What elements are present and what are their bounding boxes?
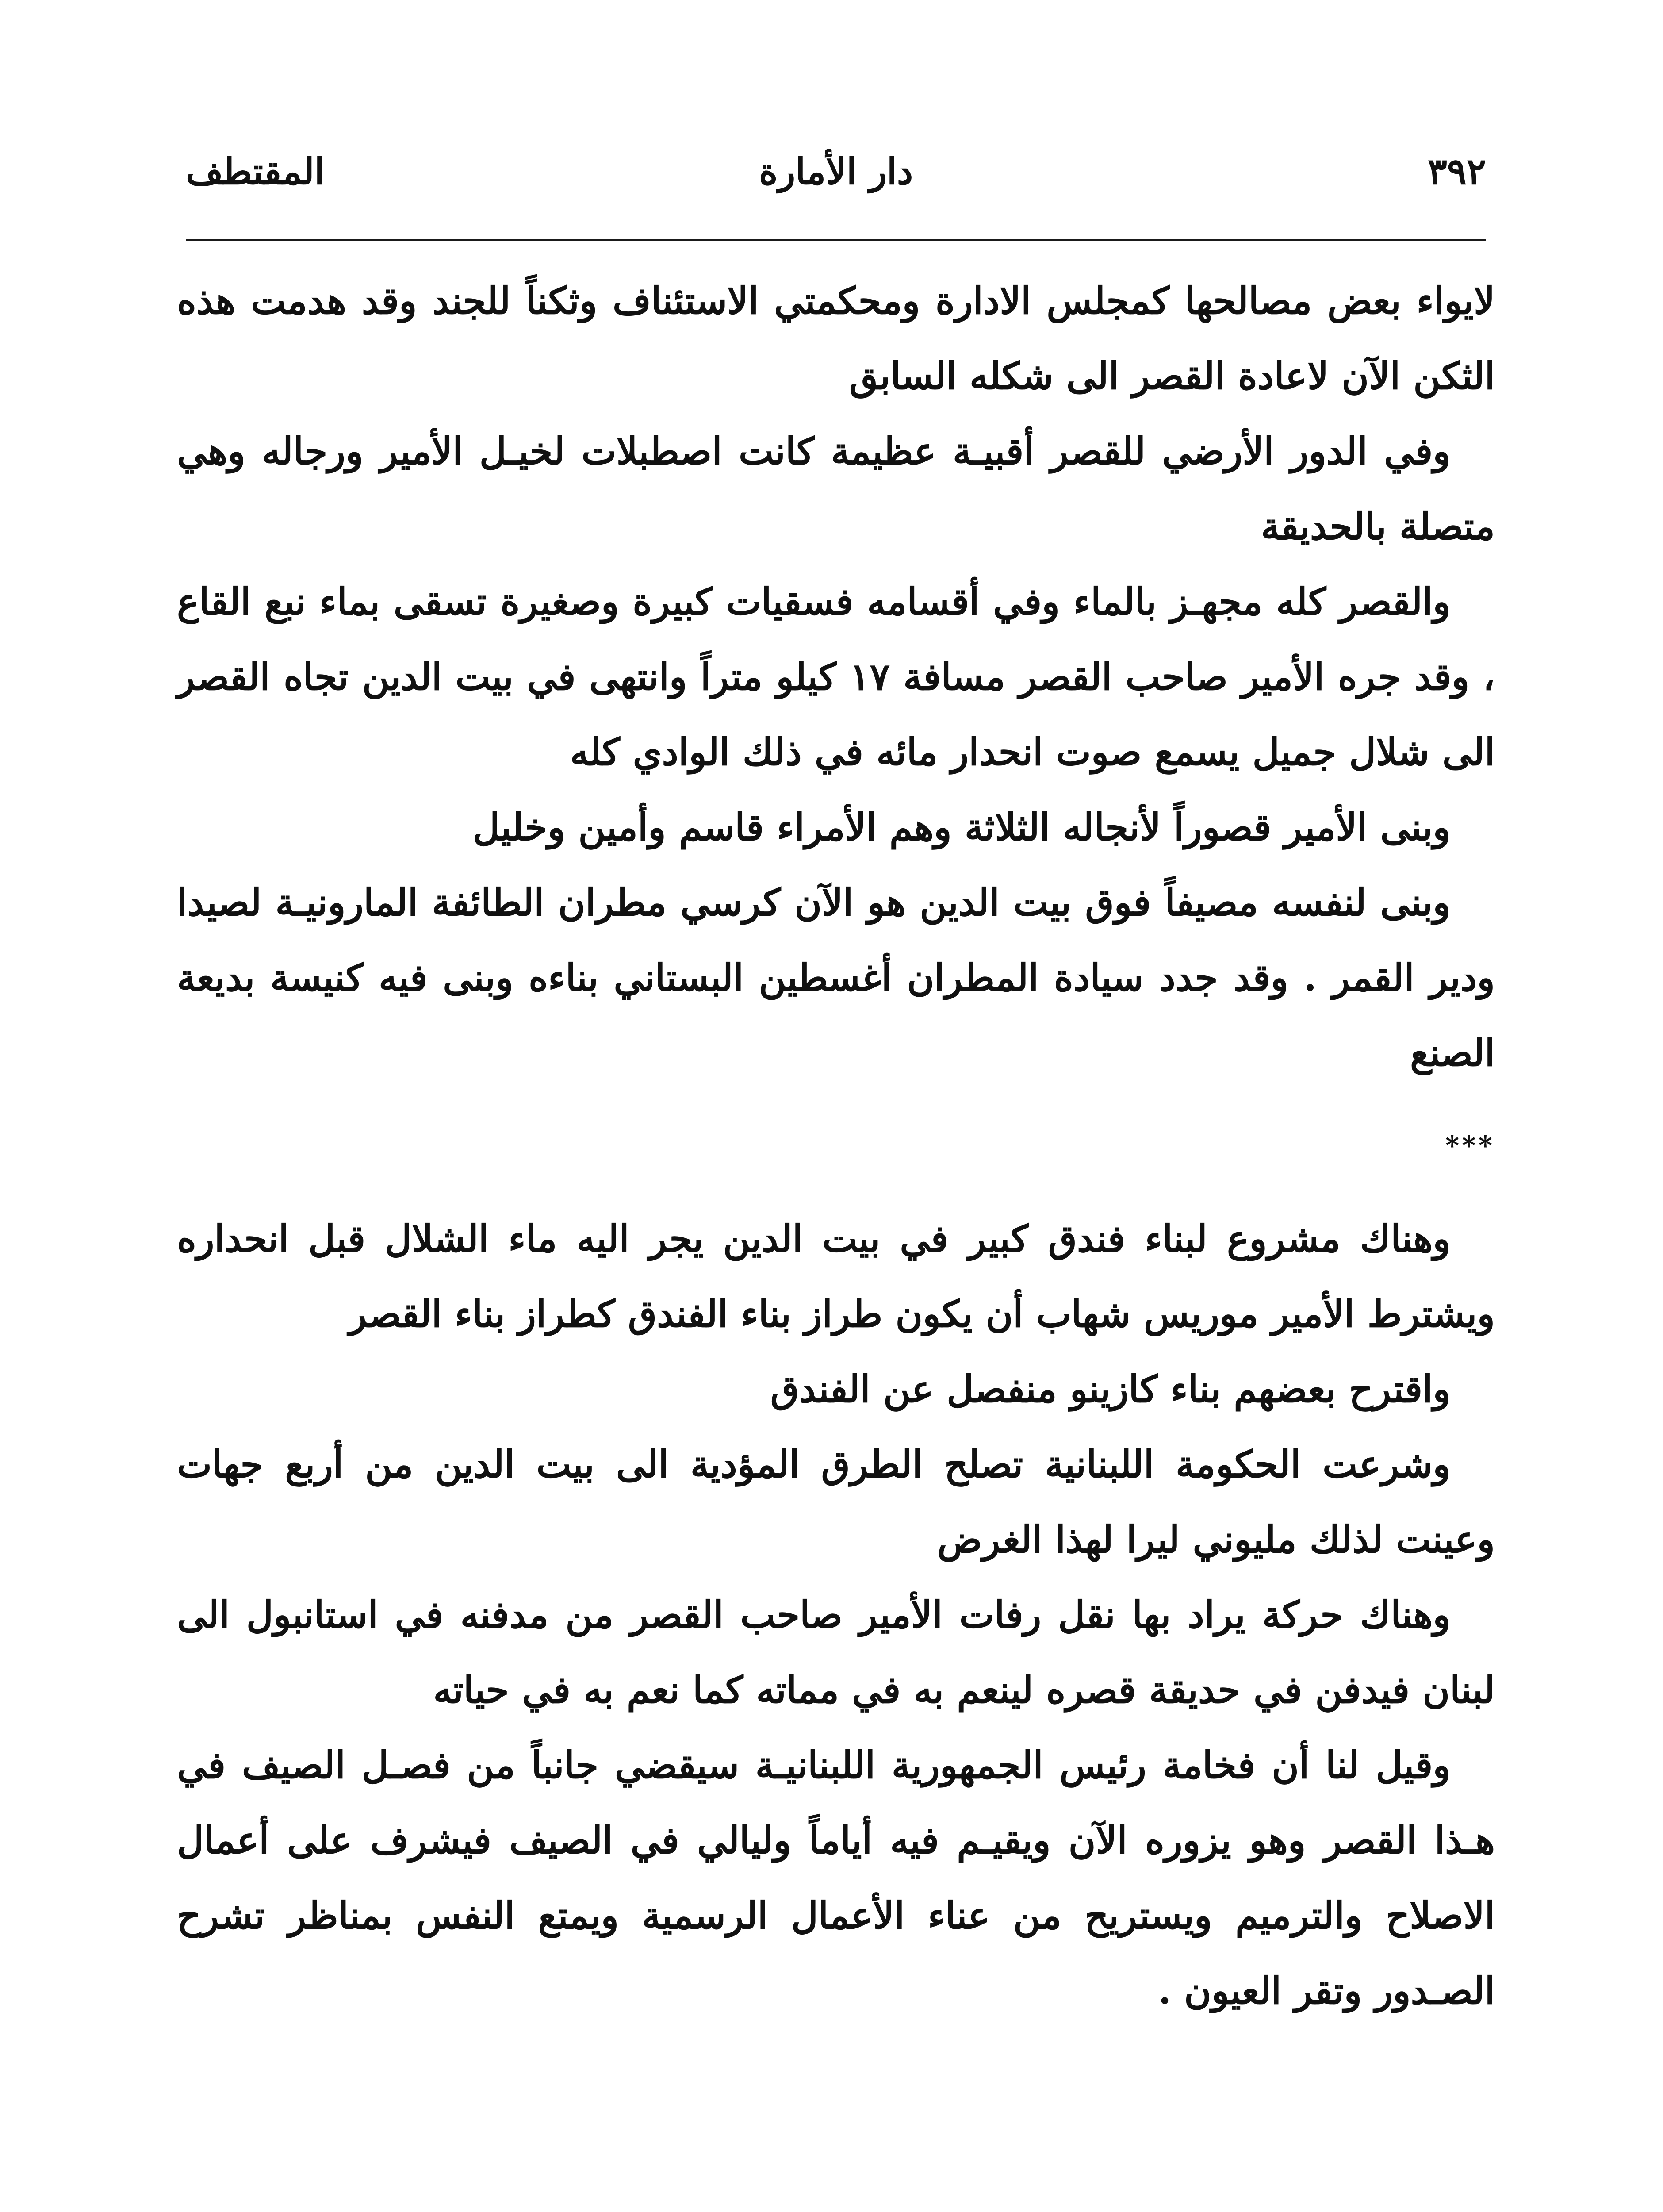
paragraph: وقيل لنا أن فخامة رئيس الجمهورية اللبنانيـة سيقضي جانباً من فصـل الصيف في هـذا القصر وهو يزوره الآن ويقيـم فيه أياماً وليالي في الصيف فيشرف على أعمال الاصلاح والترميم ويستريح من عناء الأعمال الرسمية ويمتع النفس بمناظر تشرح الصـدور وتقر العيون .: [177, 1743, 1495, 2012]
paragraph: وهناك حركة يراد بها نقل رفات الأمير صاحب القصر من مدفنه في استانبول الى لبنان فيدفن في حديقة قصره لينعم به في مماته كما نعم به في حياته: [177, 1593, 1495, 1712]
paragraph: واقترح بعضهم بناء كازينو منفصل عن الفندق: [770, 1367, 1451, 1411]
paragraph: وبنى لنفسه مصيفاً فوق بيت الدين هو الآن كرسي مطران الطائفة المارونيـة لصيدا ودير القمر . وقد جدد سيادة المطران أغسطين البستاني بناءه وبنى فيه كنيسة بديعة الصنع: [177, 880, 1495, 1075]
section-separator: ***: [1445, 1130, 1495, 1161]
paragraph: وشرعت الحكومة اللبنانية تصلح الطرق المؤدية الى بيت الدين من أربع جهات وعينت لذلك مليوني ليرا لهذا الغرض: [177, 1442, 1495, 1561]
paragraph: وفي الدور الأرضي للقصر أقبيـة عظيمة كانت اصطبلات لخيـل الأمير ورجاله وهي متصلة بالحديقة: [177, 429, 1495, 548]
paragraph: والقصر كله مجهـز بالماء وفي أقسامه فسقيات كبيرة وصغيرة تسقى بماء نبع القاع ، وقد جره الأمير صاحب القصر مسافة ١٧ كيلو متراً وانتهى في بيت الدين تجاه القصر الى شلال جميل يسمع صوت انحدار مائه في ذلك الوادي كله: [177, 580, 1495, 774]
header-rule: [186, 239, 1486, 241]
running-header: [186, 146, 1486, 212]
paragraph: وبنى الأمير قصوراً لأنجاله الثلاثة وهم الأمراء قاسم وأمين وخليل: [473, 805, 1451, 849]
section-title: دار الأمارة: [759, 150, 913, 193]
page-number: ٣٩٢: [1427, 150, 1486, 193]
journal-name: المقتطف: [186, 150, 325, 193]
paragraph: لايواء بعض مصالحها كمجلس الادارة ومحكمتي الاستئناف وثكناً للجند وقد هدمت هذه الثكن الآن لاعادة القصر الى شكله السابق: [177, 279, 1495, 398]
article-body: [177, 263, 1495, 2028]
paragraph: وهناك مشروع لبناء فندق كبير في بيت الدين يجر اليه ماء الشلال قبل انحداره ويشترط الأمير موريس شهاب أن يكون طراز بناء الفندق كطراز بناء القصر: [177, 1217, 1495, 1336]
